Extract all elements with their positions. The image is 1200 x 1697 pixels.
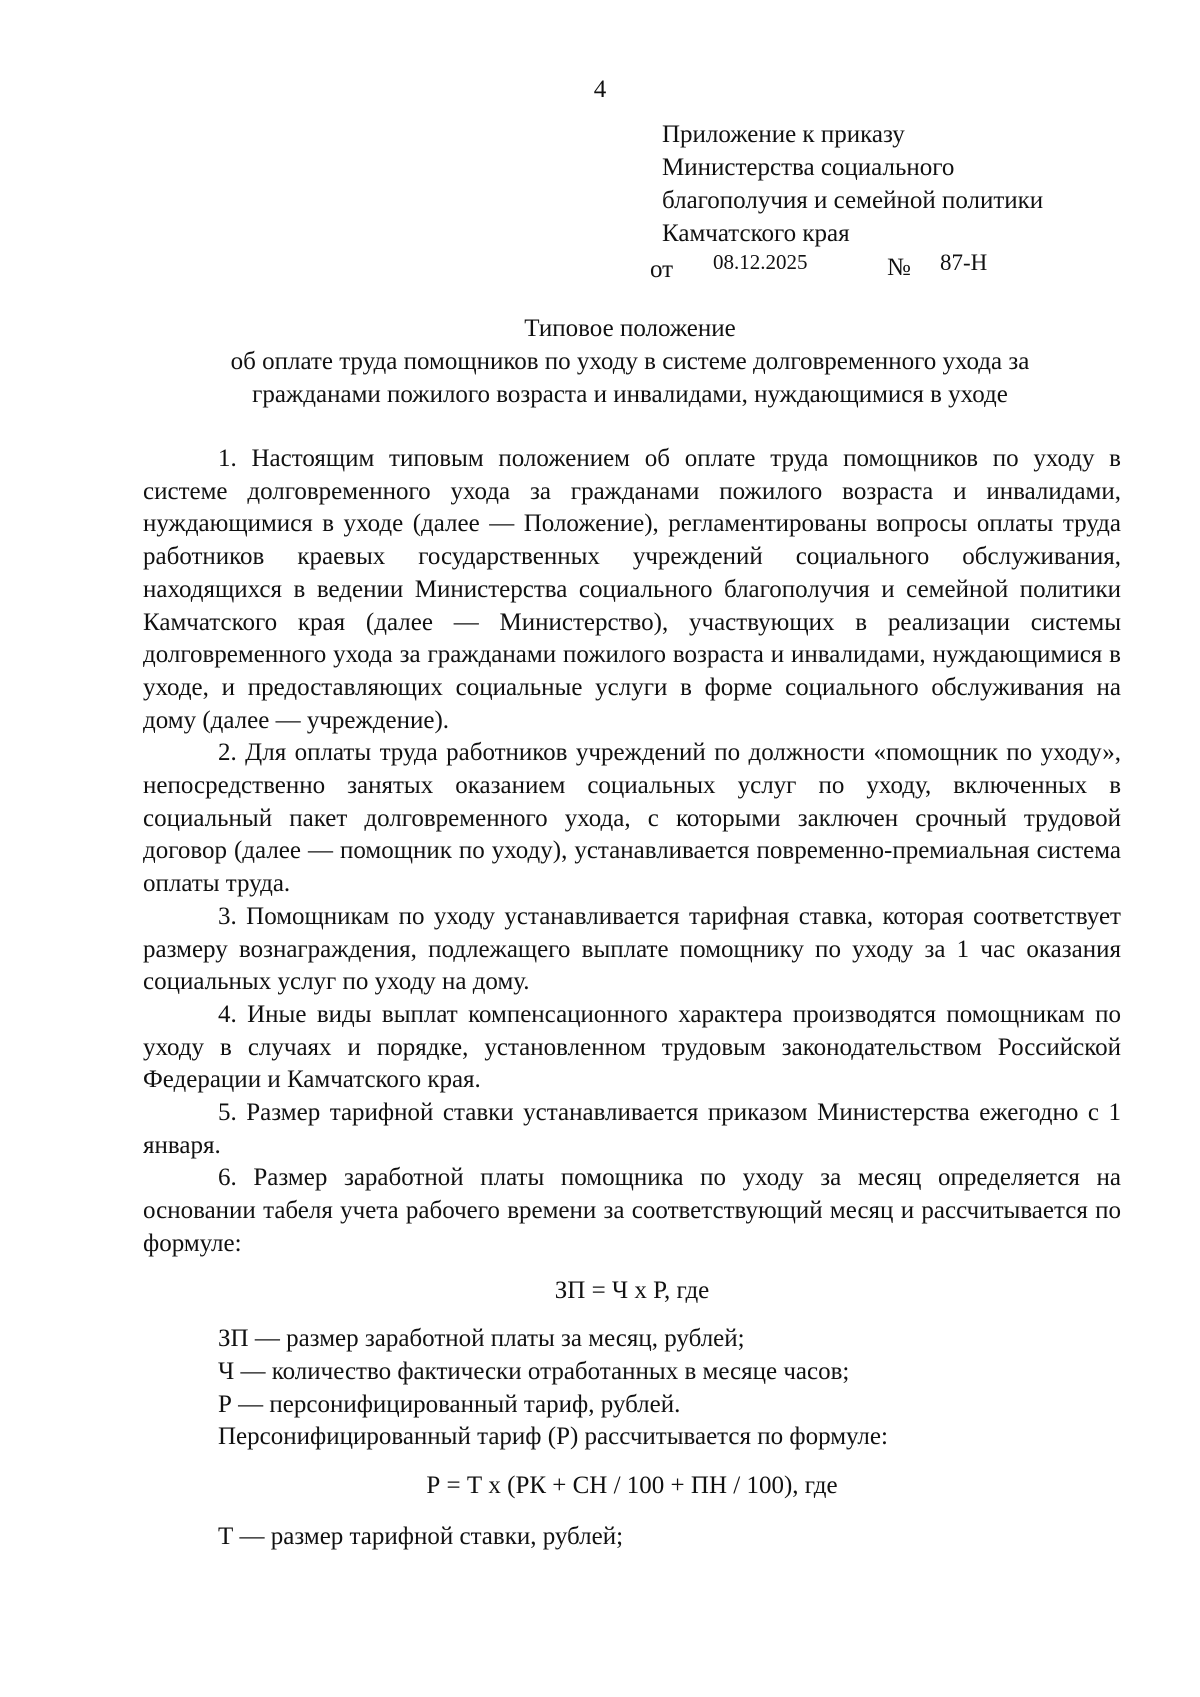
paragraph-4: 4. Иные виды выплат компенсационного характера производятся помощникам по уходу в случаях и порядке, установленном трудовым законодательством Российской Федерации и Камчатского края.: [143, 1000, 1121, 1094]
paragraph-1: 1. Настоящим типовым положением об оплате труда помощников по уходу в системе долговременного ухода за гражданами пожилого возраста и инвалидами, нуждающимися в уходе (далее — Положение), регламентированы вопросы оплаты труда работников краевых государственных учреждений социального обслуживания, находящихся в ведении Министерства социального благополучия и семейной политики Камчатского края (далее — Министерство), участвующих в реализации системы долговременного ухода за гражданами пожилого возраста и инвалидами, нуждающимися в уходе, и предоставляющих социальные услуги в форме социального обслуживания на дому (далее — учреждение).: [143, 445, 1121, 734]
paragraph-2: 2. Для оплаты труда работников учреждений по должности «помощник по уходу», непосредственно занятых оказанием социальных услуг по уходу, включенных в социальный пакет долговременного ухода, с которыми заключен срочный трудовой договор (далее — помощник по уходу), устанавливается повременно-премиальная система оплаты труда.: [143, 739, 1121, 898]
tariff-formula: Р = Т х (РК + СН / 100 + ПН / 100), где: [426, 1472, 838, 1500]
paragraph-3: 3. Помощникам по уходу устанавливается тарифная ставка, которая соответствует размеру вознаграждения, подлежащего выплате помощнику по уходу за 1 час оказания социальных услуг по уходу на дому.: [143, 902, 1121, 996]
definition-line: Персонифицированный тариф (Р) рассчитывается по формуле:: [218, 1423, 888, 1451]
appendix-header: [662, 118, 1043, 250]
order-details: [650, 250, 1050, 284]
paragraph-6: 6. Размер заработной платы помощника по уходу за месяц определяется на основании табеля учета рабочего времени за соответствующий месяц и рассчитывается по формуле:: [143, 1164, 1121, 1257]
title-line: Типовое положение: [524, 315, 736, 342]
order-number: 87-Н: [940, 250, 988, 275]
order-number-sign: №: [887, 254, 911, 281]
definition-line: Ч — количество фактически отработанных в месяце часов;: [218, 1357, 850, 1385]
definition-line: Р — персонифицированный тариф, рублей.: [218, 1390, 681, 1418]
appendix-line: благополучия и семейной политики: [662, 187, 1044, 214]
title-line: гражданами пожилого возраста и инвалидами, нуждающимися в уходе: [252, 381, 1008, 408]
page-number: 4: [593, 76, 607, 103]
appendix-line: Камчатского края: [662, 220, 850, 247]
document-body: [143, 443, 1121, 1554]
formula-definitions: [143, 1323, 1121, 1454]
tariff-definitions: [143, 1521, 1121, 1554]
title-line: об оплате труда помощников по уходу в системе долговременного ухода за: [230, 348, 1030, 375]
appendix-line: Министерства социального: [662, 154, 955, 181]
appendix-line: Приложение к приказу: [662, 121, 905, 148]
order-from-label: от: [650, 256, 674, 283]
salary-formula: ЗП = Ч х Р, где: [554, 1276, 710, 1304]
order-date: 08.12.2025: [713, 250, 808, 274]
definition-line: Т — размер тарифной ставки, рублей;: [218, 1522, 624, 1550]
definition-line: ЗП — размер заработной платы за месяц, рублей;: [218, 1325, 745, 1353]
document-title: [140, 312, 1120, 411]
paragraph-5: 5. Размер тарифной ставки устанавливается приказом Министерства ежегодно с 1 января.: [143, 1099, 1121, 1159]
